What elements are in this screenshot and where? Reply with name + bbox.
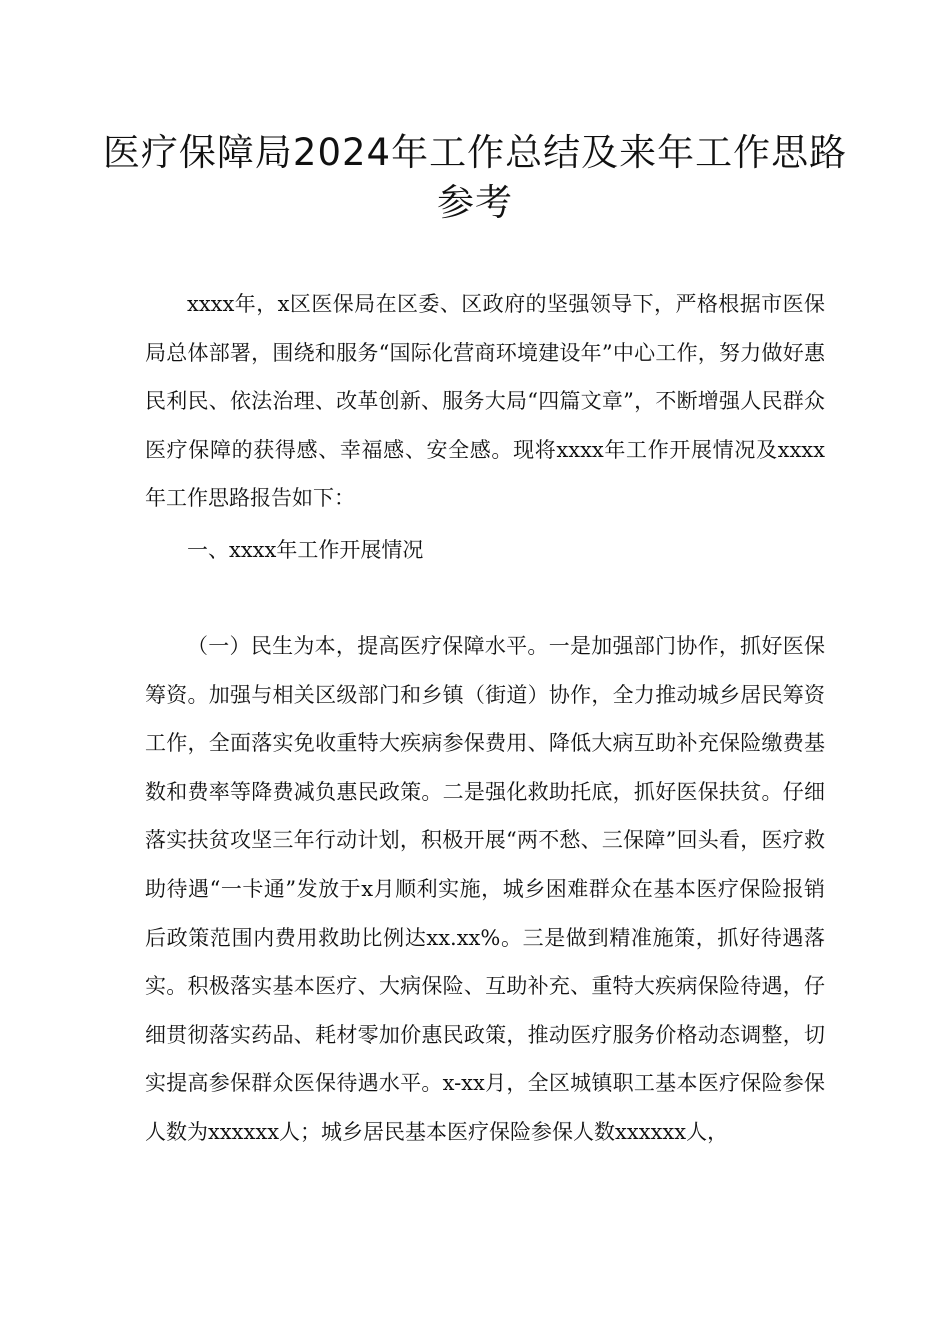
section-heading: 一、xxxx年工作开展情况 (187, 538, 424, 562)
section-one-paragraph: （一）民生为本，提高医疗保障水平。一是加强部门协作，抓好医保筹资。加强与相关区级部门和乡镇（街道）协作，全力推动城乡居民筹资工作，全面落实免收重特大疾病参保费用、降低大病互助补充保险缴费基数和费率等降费减负惠民政策。二是强化救助托底，抓好医保扶贫。仔细落实扶贫攻坚三年行动计划，积极开展“两不愁、三保障”回头看，医疗救助待遇“一卡通”发放于x月顺利实施，城乡困难群众在基本医疗保险报销后政策范围内费用救助比例达xx.xx%。三是做到精准施策，抓好待遇落实。积极落实基本医疗、大病保险、互助补充、重特大疾病保险待遇，仔细贯彻落实药品、耗材零加价惠民政策，推动医疗服务价格动态调整，切实提高参保群众医保待遇水平。x-xx月，全区城镇职工基本医疗保险参保人数为xxxxxx人；城乡居民基本医疗保险参保人数xxxxxx人， (145, 634, 825, 1144)
intro-paragraph: xxxx年，x区医保局在区委、区政府的坚强领导下，严格根据市医保局总体部署，围绕和服务“国际化营商环境建设年”中心工作，努力做好惠民利民、依法治理、改革创新、服务大局“四篇文章”，不断增强人民群众医疗保障的获得感、幸福感、安全感。现将xxxx年工作开展情况及xxxx年工作思路报告如下： (145, 292, 825, 511)
document-title: 医疗保障局2024年工作总结及来年工作思路参考 (102, 131, 848, 224)
